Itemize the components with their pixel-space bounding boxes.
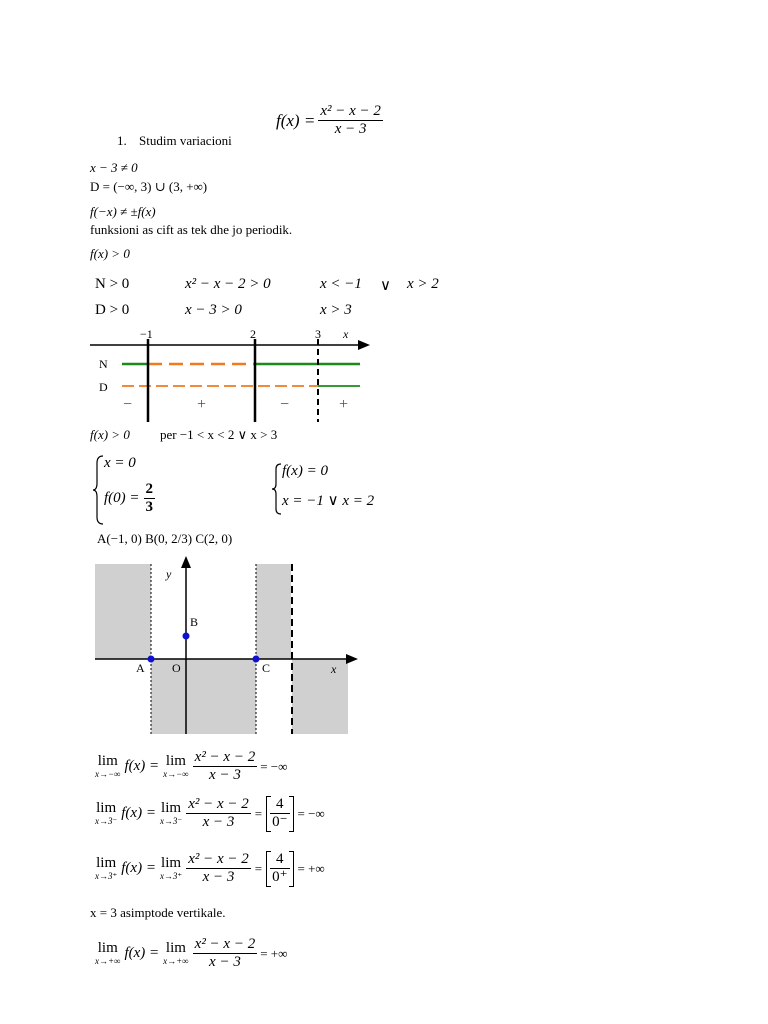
system2-brace	[272, 463, 282, 515]
limit-2-lim2: lim x→3⁻	[159, 800, 183, 827]
sign-axis-arrow	[358, 340, 370, 350]
limit-2-eq: =	[254, 805, 263, 821]
limit-4	[95, 936, 287, 972]
label-c: C	[262, 661, 271, 675]
sign-chart	[90, 325, 380, 425]
limit-1-lim2: lim x→−∞	[163, 753, 189, 780]
limit-3-lim2: lim x→3⁺	[159, 855, 183, 882]
limit-4-result: = +∞	[260, 945, 288, 961]
tick-label-x: x	[343, 327, 349, 341]
intercept-points: A(−1, 0) B(0, 2/3) C(2, 0)	[97, 531, 233, 546]
denominator-label: D > 0	[95, 302, 130, 318]
point-b	[183, 633, 190, 640]
limit-3-eq: =	[254, 860, 263, 876]
sign-result-lhs: f(x) > 0	[90, 427, 130, 442]
limit-1	[95, 749, 287, 785]
limit-4-fraction: $\frac{\text{x² − x − 2}}{x - 3}$	[194, 936, 256, 971]
item-title: Studim variacioni	[139, 133, 232, 148]
point-a	[148, 656, 155, 663]
system1-f0: f(0) =	[104, 490, 140, 507]
limit-2-f: f(x) =	[121, 805, 156, 822]
shade-middle-bottom	[151, 659, 256, 734]
limit-2-fraction: $\frac{\text{x² − x − 2}}{x - 3}$	[188, 796, 249, 831]
region-graph	[94, 555, 364, 737]
sign-heading: f(x) > 0	[90, 246, 130, 261]
or-symbol: ∨	[380, 278, 391, 294]
limit-3-lim: lim x→3⁺	[95, 855, 118, 882]
domain-condition: x − 3 ≠ 0	[90, 160, 138, 175]
point-c	[253, 656, 260, 663]
limit-3-result: = +∞	[297, 860, 325, 876]
tick-label-3: 3	[315, 327, 321, 341]
system2-eq-a: f(x) = 0	[282, 463, 328, 479]
function-lhs: f(x) =	[276, 110, 316, 130]
limit-3-bden: 0⁺	[272, 869, 288, 886]
label-b: B	[190, 615, 199, 629]
limit-4-lim2: lim x→+∞	[163, 940, 189, 967]
row-label-n: N	[99, 357, 108, 371]
function-definition	[276, 103, 383, 139]
limit-2-bnum: 4	[270, 796, 289, 814]
limit-2-bden: 0⁻	[272, 814, 288, 831]
function-numerator: x² − x − 2	[318, 103, 383, 121]
system2-eq-b: x = −1 ∨ x = 2	[282, 493, 375, 509]
sign-3: −	[280, 396, 290, 413]
limit-1-result: = −∞	[260, 758, 288, 774]
label-o: O	[172, 661, 181, 675]
item-number: 1.	[117, 133, 127, 148]
limit-3-f: f(x) =	[121, 860, 156, 877]
y-axis-arrow	[181, 556, 191, 568]
vertical-asymptote-text: x = 3 asimptode vertikale.	[90, 905, 226, 920]
sign-1: −	[123, 396, 133, 413]
numerator-solution-a: x < −1	[320, 276, 362, 292]
domain-set: D = (−∞, 3) ∪ (3, +∞)	[90, 179, 208, 194]
limit-2-result: = −∞	[297, 805, 325, 821]
system1-num: 2	[144, 481, 156, 499]
y-axis-label: y	[166, 567, 172, 581]
limit-4-lim: lim x→+∞	[95, 940, 121, 967]
limit-2-lim: lim x→3⁻	[95, 800, 118, 827]
label-a: A	[136, 661, 145, 675]
shade-left-top	[95, 564, 151, 659]
numerator-label: N > 0	[95, 276, 130, 292]
sign-result-rhs: per −1 < x < 2 ∨ x > 3	[160, 427, 278, 442]
parity-text: funksioni as cift as tek dhe jo periodik.	[90, 222, 293, 237]
limit-3-bracket	[266, 851, 293, 887]
numerator-solution-b: x > 2	[407, 276, 439, 292]
function-denominator: x − 3	[334, 121, 367, 138]
limit-1-lim: lim x→−∞	[95, 753, 121, 780]
limit-1-fraction: $\frac{\text{x² − x − 2}}{x - 3}$	[194, 749, 256, 784]
denominator-inequality: x − 3 > 0	[185, 302, 242, 318]
shade-c-top	[256, 564, 291, 659]
limit-1-f: f(x) =	[124, 758, 160, 775]
row-label-d: D	[99, 380, 108, 394]
system1-den: 3	[145, 499, 154, 516]
tick-label-minus1: −1	[140, 327, 153, 341]
numerator-inequality: x² − x − 2 > 0	[185, 276, 271, 292]
sign-4: +	[339, 396, 349, 413]
limit-3-bnum: 4	[270, 851, 289, 869]
sign-2: +	[197, 396, 207, 413]
denominator-solution: x > 3	[320, 302, 352, 318]
x-axis-arrow	[346, 654, 358, 664]
shade-right-bottom	[292, 659, 348, 734]
limit-4-f: f(x) =	[124, 945, 160, 962]
parity-relation: f(−x) ≠ ±f(x)	[90, 204, 156, 219]
system1-fraction	[144, 481, 156, 517]
limit-3	[95, 851, 325, 887]
system1-eq-a: x = 0	[104, 455, 136, 471]
limit-2-bracket	[266, 796, 293, 832]
limit-2	[95, 796, 325, 832]
x-axis-label: x	[331, 662, 337, 676]
system1-eq-b	[104, 481, 155, 517]
limit-3-fraction: $\frac{\text{x² − x − 2}}{x - 3}$	[188, 851, 249, 886]
function-fraction	[318, 103, 383, 139]
tick-label-2: 2	[250, 327, 256, 341]
